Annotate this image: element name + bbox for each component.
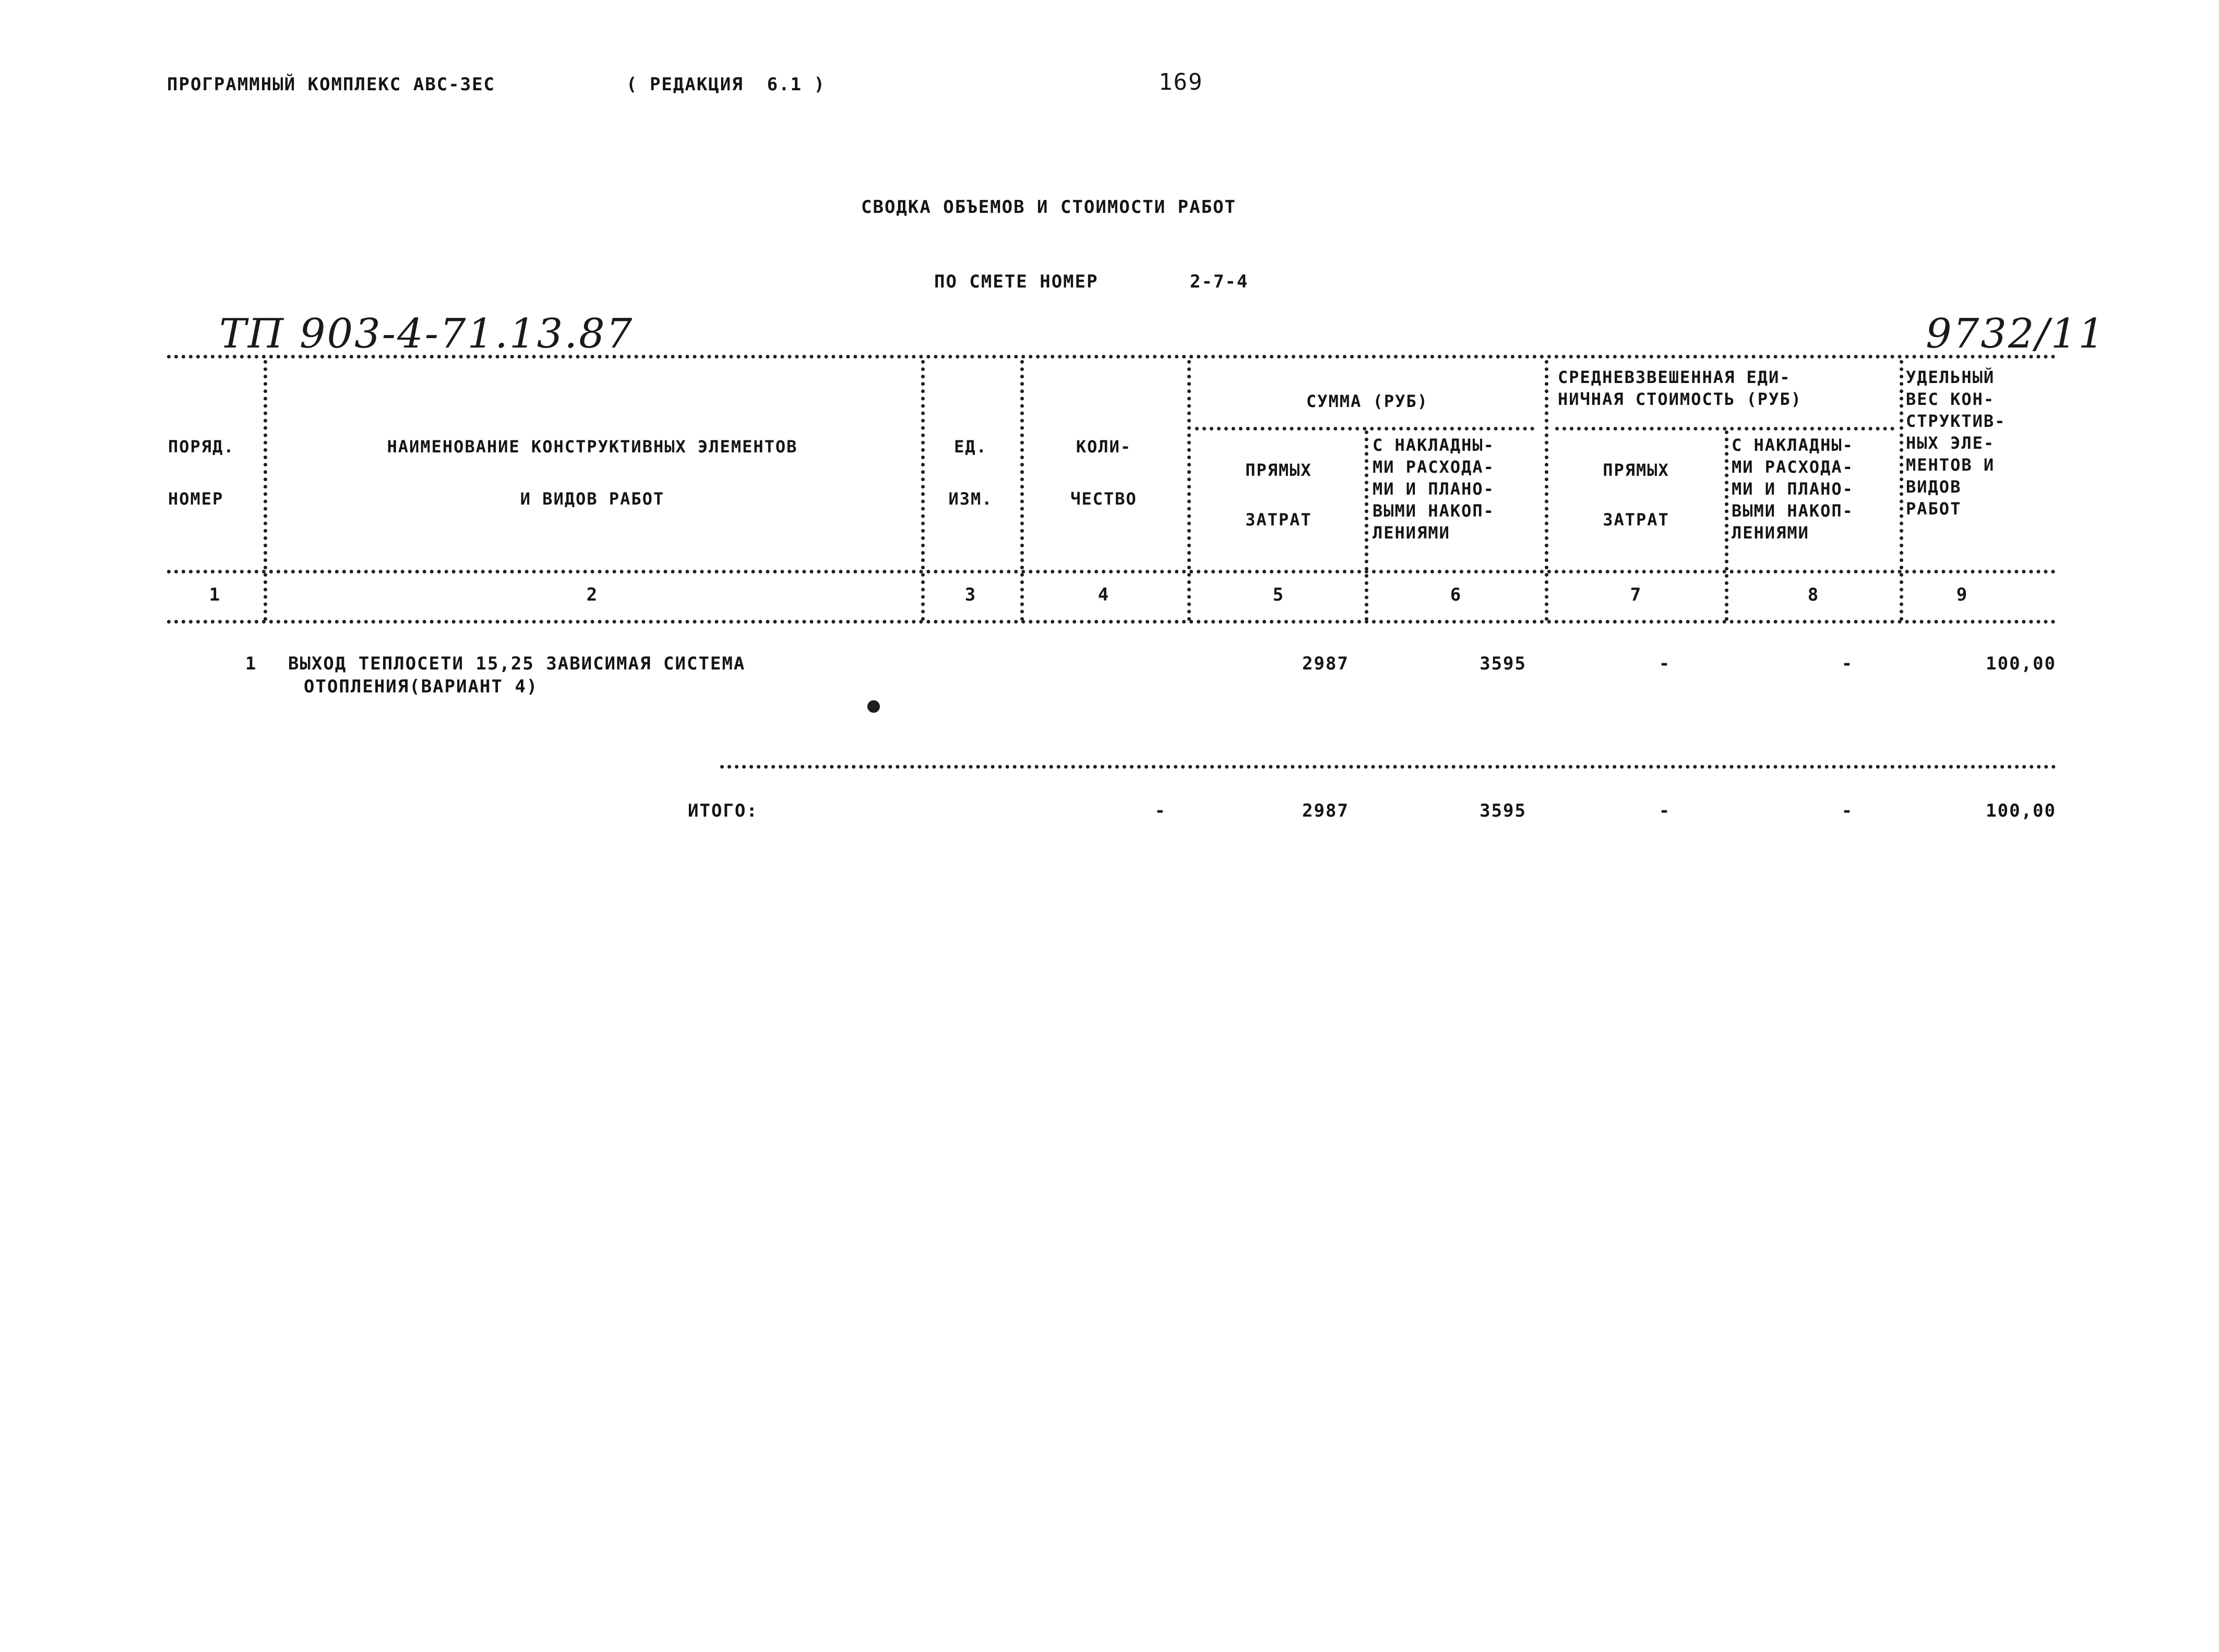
edition: ( РЕДАКЦИЯ 6.1 ) [626,74,826,95]
total-avg-direct: - [1659,800,1671,821]
hdr-col8-line4: ВЫМИ НАКОП- [1732,501,1854,521]
hdr-col9-line2: ВЕС КОН- [1906,389,1995,409]
total-quantity: - [1154,800,1166,821]
hdr-col9-line5: МЕНТОВ И [1906,455,1995,475]
colnum-7: 7 [1630,584,1642,605]
program-name: ПРОГРАММНЫЙ КОМПЛЕКС АВС-ЗЕС [167,74,496,95]
hdr-col9-line4: НЫХ ЭЛЕ- [1906,433,1995,453]
hdr-col8-line1: С НАКЛАДНЫ- [1732,435,1854,455]
hdr-col9-line7: РАБОТ [1906,499,1962,519]
total-label: ИТОГО: [688,800,758,821]
hdr-col8-line5: ЛЕНИЯМИ [1732,523,1809,543]
colnum-9: 9 [1956,584,1969,605]
hdr-col6-line5: ЛЕНИЯМИ [1373,523,1450,543]
total-share: 100,00 [1986,800,2056,821]
hdr-group-avg-line1: СРЕДНЕВЗВЕШЕННАЯ ЕДИ- [1558,367,1791,387]
row-number: 1 [245,653,257,674]
colnum-4: 4 [1097,584,1110,605]
sum-group-rule [1195,427,1534,430]
column-numbers-rule [167,620,2056,624]
hdr-col6-line1: С НАКЛАДНЫ- [1373,435,1495,455]
hdr-col9-line6: ВИДОВ [1906,477,1962,497]
row-name-line1: ВЫХОД ТЕПЛОСЕТИ 15,25 ЗАВИСИМАЯ СИСТЕМА [288,653,746,674]
page-number: 169 [1159,69,1203,95]
total-rule [720,765,2056,769]
col-sep-5 [1365,430,1368,621]
hdr-col5-line1: ПРЯМЫХ [1245,460,1312,480]
header-bottom-rule [167,570,2056,573]
hdr-col3-line1: ЕД. [954,437,987,457]
colnum-5: 5 [1272,584,1285,605]
total-direct-costs: 2987 [1302,800,1349,821]
col-sep-3 [1020,360,1024,621]
col-sep-8 [1900,360,1903,621]
row-avg-overhead: - [1841,653,1854,674]
colnum-2: 2 [586,584,599,605]
row-overhead-costs: 3595 [1480,653,1526,674]
hdr-col4-line1: КОЛИ- [1076,437,1132,457]
row-share: 100,00 [1986,653,2056,674]
handwritten-project-code: ТП 903-4-71.13.87 [219,310,634,357]
hdr-col8-line2: МИ РАСХОДА- [1732,457,1854,477]
estimate-label: ПО СМЕТЕ НОМЕР [934,271,1099,292]
hdr-col9-line3: СТРУКТИВ- [1906,411,2006,431]
hdr-col2-line1: НАИМЕНОВАНИЕ КОНСТРУКТИВНЫХ ЭЛЕМЕНТОВ [387,437,798,457]
scan-dot [867,700,880,713]
col-sep-4 [1187,360,1191,621]
colnum-6: 6 [1450,584,1462,605]
hdr-col7-line1: ПРЯМЫХ [1603,460,1669,480]
hdr-col6-line3: МИ И ПЛАНО- [1373,479,1495,499]
hdr-col1-line2: НОМЕР [168,489,224,509]
hdr-group-sum: СУММА (РУБ) [1306,391,1428,411]
hdr-col9-line1: УДЕЛЬНЫЙ [1906,367,1995,387]
col-sep-2 [921,360,925,621]
handwritten-archive-number: 9732/11 [1926,310,2106,357]
hdr-col6-line4: ВЫМИ НАКОП- [1373,501,1495,521]
hdr-col1-line1: ПОРЯД. [168,437,235,457]
hdr-group-avg-line2: НИЧНАЯ СТОИМОСТЬ (РУБ) [1558,389,1802,409]
total-overhead-costs: 3595 [1480,800,1526,821]
avg-group-rule [1555,427,1894,430]
row-name-line2: ОТОПЛЕНИЯ(ВАРИАНТ 4) [304,676,539,697]
col-sep-7 [1725,430,1728,621]
table-top-rule [167,355,2056,358]
col-sep-6 [1545,360,1548,621]
document-title: СВОДКА ОБЪЕМОВ И СТОИМОСТИ РАБОТ [861,197,1237,218]
hdr-col7-line2: ЗАТРАТ [1603,510,1669,530]
hdr-col5-line2: ЗАТРАТ [1245,510,1312,530]
colnum-3: 3 [964,584,977,605]
row-avg-direct: - [1659,653,1671,674]
row-direct-costs: 2987 [1302,653,1349,674]
col-sep-1 [264,360,267,621]
hdr-col4-line2: ЧЕСТВО [1070,489,1137,509]
hdr-col2-line2: И ВИДОВ РАБОТ [520,489,665,509]
estimate-number: 2-7-4 [1190,271,1249,292]
total-avg-overhead: - [1841,800,1854,821]
colnum-1: 1 [209,584,221,605]
hdr-col8-line3: МИ И ПЛАНО- [1732,479,1854,499]
hdr-col6-line2: МИ РАСХОДА- [1373,457,1495,477]
colnum-8: 8 [1807,584,1820,605]
hdr-col3-line2: ИЗМ. [948,489,993,509]
